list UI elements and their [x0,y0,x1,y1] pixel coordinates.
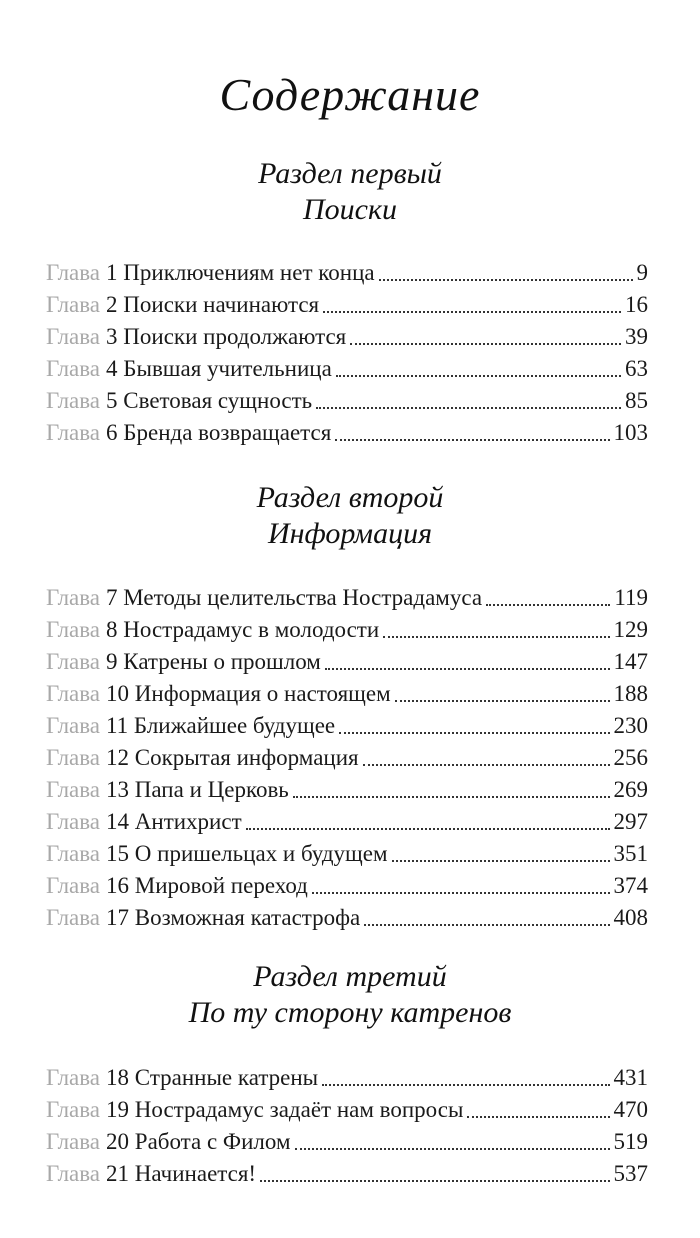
toc-entry[interactable] [46,257,648,289]
dot-leader [395,700,610,702]
chapter-title: 10 Информация о настоящем [106,681,391,706]
chapter-word: Глава [46,777,101,802]
dot-leader [293,796,610,798]
toc-entry[interactable] [46,710,648,742]
toc-entry[interactable] [46,417,648,449]
chapter-title: 4 Бывшая учительница [106,356,332,381]
chapter-title: 6 Бренда возвращается [106,420,332,445]
chapter-word: Глава [46,1065,101,1090]
chapter-word: Глава [46,260,101,285]
chapter-title: 18 Странные катрены [106,1065,319,1090]
chapter-title: 16 Мировой переход [106,873,308,898]
section-heading-2 [0,480,700,552]
chapter-word: Глава [46,841,101,866]
dot-leader [339,732,609,734]
section-number: Раздел второй [256,481,444,514]
toc-entry[interactable] [46,806,648,838]
chapter-word: Глава [46,745,101,770]
page-number: 256 [613,745,648,770]
chapter-title: 3 Поиски продолжаются [106,324,347,349]
chapter-word: Глава [46,809,101,834]
toc-entry[interactable] [46,870,648,902]
section-heading-3 [0,959,700,1031]
toc-entry[interactable] [46,1094,648,1126]
page-number: 188 [613,681,648,706]
section-name: По ту сторону катренов [188,996,512,1029]
section-heading-1 [0,156,700,228]
page-number: 129 [613,617,648,642]
toc-entry[interactable] [46,1126,648,1158]
dot-leader [322,1084,609,1086]
toc-entry[interactable] [46,582,648,614]
page-number: 297 [613,809,648,834]
chapter-title: 1 Приключениям нет конца [106,260,375,285]
page-number: 39 [625,324,648,349]
chapter-title: 9 Катрены о прошлом [106,649,321,674]
toc-entry[interactable] [46,678,648,710]
dot-leader [260,1180,609,1182]
chapter-word: Глава [46,649,101,674]
page-number: 374 [613,873,648,898]
page-number: 470 [613,1097,648,1122]
section-number: Раздел первый [258,157,442,190]
section-name: Информация [267,517,433,550]
chapter-title: 19 Нострадамус задаёт нам вопросы [106,1097,464,1122]
page-number: 16 [625,292,648,317]
chapter-word: Глава [46,1129,101,1154]
chapter-word: Глава [46,324,101,349]
chapter-title: 13 Папа и Церковь [106,777,289,802]
dot-leader [364,924,609,926]
page-number: 269 [613,777,648,802]
dot-leader [486,604,610,606]
chapter-word: Глава [46,713,101,738]
toc-entry[interactable] [46,646,648,678]
toc-entry[interactable] [46,353,648,385]
chapter-word: Глава [46,585,101,610]
chapter-word: Глава [46,356,101,381]
page-number: 147 [613,649,648,674]
chapter-title: 20 Работа с Филом [106,1129,291,1154]
dot-leader [392,860,610,862]
chapter-word: Глава [46,1161,101,1186]
page-title: Содержание [219,69,481,120]
page-number: 519 [613,1129,648,1154]
page-number: 9 [636,260,648,285]
toc-entry[interactable] [46,321,648,353]
chapter-title: 12 Сокрытая информация [106,745,359,770]
toc-entry[interactable] [46,1062,648,1094]
chapter-word: Глава [46,681,101,706]
toc-entry[interactable] [46,1158,648,1190]
dot-leader [467,1116,609,1118]
chapter-title: 14 Антихрист [106,809,242,834]
section-number: Раздел третий [253,960,447,993]
toc-entry[interactable] [46,902,648,934]
chapter-word: Глава [46,1097,101,1122]
dot-leader [246,828,610,830]
chapter-title: 7 Методы целительства Нострадамуса [106,585,483,610]
toc-entry[interactable] [46,614,648,646]
chapter-word: Глава [46,617,101,642]
dot-leader [383,636,609,638]
toc-entry[interactable] [46,838,648,870]
chapter-title: 5 Световая сущность [106,388,313,413]
toc-entry[interactable] [46,385,648,417]
page-number: 103 [613,420,648,445]
page-number: 408 [613,905,648,930]
section-name: Поиски [302,193,397,226]
dot-leader [312,892,610,894]
page-number: 63 [625,356,648,381]
chapter-title: 17 Возможная катастрофа [106,905,361,930]
dot-leader [316,407,621,409]
dot-leader [379,279,633,281]
chapter-title: 15 О пришельцах и будущем [106,841,388,866]
chapter-title: 21 Начинается! [106,1161,257,1186]
chapter-word: Глава [46,420,101,445]
section-1-entries [46,257,648,449]
page-number: 431 [613,1065,648,1090]
toc-entry[interactable] [46,774,648,806]
page-number: 537 [613,1161,648,1186]
page-number: 119 [614,585,648,610]
section-3-entries [46,1062,648,1190]
page-number: 351 [613,841,648,866]
chapter-title: 8 Нострадамус в молодости [106,617,380,642]
section-2-entries [46,582,648,934]
dot-leader [323,311,621,313]
page-number: 85 [625,388,648,413]
dot-leader [336,375,621,377]
chapter-word: Глава [46,388,101,413]
chapter-title: 11 Ближайшее будущее [106,713,336,738]
chapter-word: Глава [46,905,101,930]
chapter-word: Глава [46,292,101,317]
dot-leader [325,668,610,670]
chapter-title: 2 Поиски начинаются [106,292,320,317]
toc-entry[interactable] [46,289,648,321]
page-number: 230 [613,713,648,738]
dot-leader [335,439,609,441]
toc-entry[interactable] [46,742,648,774]
dot-leader [295,1148,610,1150]
chapter-word: Глава [46,873,101,898]
dot-leader [363,764,610,766]
dot-leader [350,343,621,345]
